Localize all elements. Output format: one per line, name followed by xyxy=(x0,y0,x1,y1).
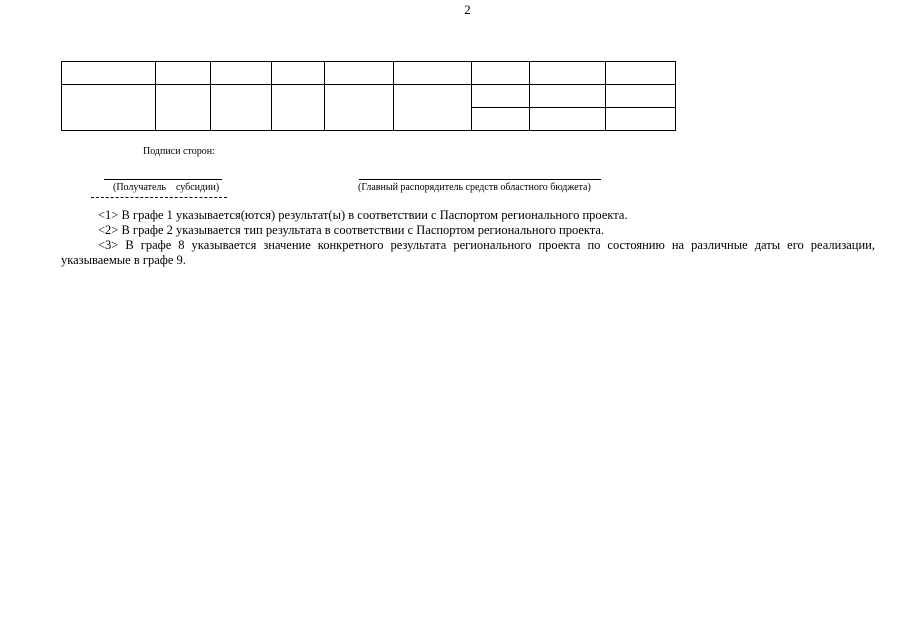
administrator-signature-label: (Главный распорядитель средств областного бюджета) xyxy=(358,182,591,193)
page-number: 2 xyxy=(464,2,471,17)
table-cell xyxy=(394,62,472,85)
footnote-item: <3> В графе 8 указывается значение конкретного результата регионального проекта по состоянию на различные даты его реализации, указываемые в графе 9. xyxy=(61,238,875,267)
table-cell xyxy=(606,108,676,131)
table-cell xyxy=(272,62,325,85)
footnotes xyxy=(61,208,875,268)
administrator-signature-line xyxy=(359,179,601,180)
table-cell xyxy=(472,108,530,131)
table-header-row xyxy=(62,62,676,85)
table-cell xyxy=(394,85,472,131)
table-cell xyxy=(156,85,211,131)
footnote-item: <2> В графе 2 указывается тип результата в соответствии с Паспортом регионального проекта. xyxy=(98,223,605,237)
table-cell xyxy=(530,85,606,108)
table-cell xyxy=(606,85,676,108)
table-cell xyxy=(530,108,606,131)
signatures-caption: Подписи сторон: xyxy=(143,146,215,157)
table-cell xyxy=(62,85,156,131)
table-cell xyxy=(211,85,272,131)
table-row xyxy=(62,85,676,108)
footnote-item: <1> В графе 1 указывается(ются) результат(ы) в соответствии с Паспортом регионального проекта. xyxy=(98,208,628,222)
table-cell xyxy=(272,85,325,131)
table-cell xyxy=(325,85,394,131)
table-cell xyxy=(606,62,676,85)
results-table xyxy=(61,61,676,131)
table-cell xyxy=(325,62,394,85)
table-cell xyxy=(156,62,211,85)
table-cell xyxy=(472,62,530,85)
recipient-signature-line xyxy=(104,179,222,180)
table-cell xyxy=(211,62,272,85)
table-cell xyxy=(472,85,530,108)
table-cell xyxy=(62,62,156,85)
recipient-signature-label: (Получатель субсидии) xyxy=(113,182,220,193)
footnote-separator xyxy=(91,197,227,198)
table-cell xyxy=(530,62,606,85)
